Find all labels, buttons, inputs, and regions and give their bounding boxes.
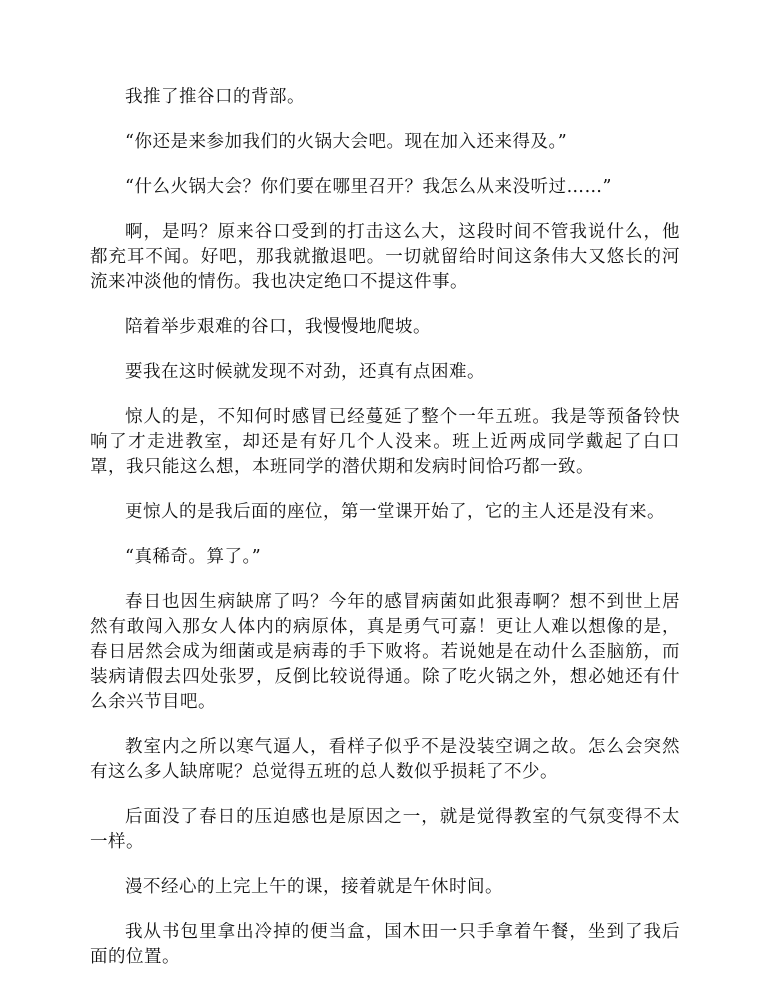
paragraph: “你还是来参加我们的火锅大会吧。现在加入还来得及。”: [125, 132, 568, 152]
paragraph: 我从书包里拿出冷掉的便当盒，国木田一只手拿着午餐，坐到了我后面的位置。: [90, 922, 680, 967]
paragraph: 教室内之所以寒气逼人，看样子似乎不是没装空调之故。怎么会突然有这么多人缺席呢？总觉得五班的总人数似乎损耗了不少。: [90, 737, 680, 782]
paragraph: 后面没了春日的压迫感也是原因之一，就是觉得教室的气氛变得不太一样。: [90, 807, 680, 852]
paragraph: 漫不经心的上完上午的课，接着就是午休时间。: [125, 877, 503, 897]
paragraph: 春日也因生病缺席了吗？今年的感冒病菌如此狠毒啊？想不到世上居然有敢闯入那女人体内的病原体，真是勇气可嘉！更让人难以想像的是，春日居然会成为细菌或是病毒的手下败将。若说她是在动什么歪脑筋，而装病请假去四处张罗，反倒比较说得通。除了吃火锅之外，想必她还有什么余兴节目吧。: [90, 592, 680, 712]
paragraph: 啊，是吗？原来谷口受到的打击这么大，这段时间不管我说什么，他都充耳不闻。好吧，那我就撤退吧。一切就留给时间这条伟大又悠长的河流来冲淡他的情伤。我也决定绝口不提这件事。: [90, 222, 680, 292]
paragraph: 我推了推谷口的背部。: [125, 87, 305, 107]
paragraph: 陪着举步艰难的谷口，我慢慢地爬坡。: [125, 317, 431, 337]
paragraph: 更惊人的是我后面的座位，第一堂课开始了，它的主人还是没有来。: [125, 502, 665, 522]
body-text: [90, 85, 680, 990]
paragraph: 惊人的是，不知何时感冒已经蔓延了整个一年五班。我是等预备铃快响了才走进教室，却还是有好几个人没来。班上近两成同学戴起了白口罩，我只能这么想，本班同学的潜伏期和发病时间恰巧都一致。: [90, 407, 680, 477]
paragraph: “真稀奇。算了。”: [125, 547, 262, 567]
paragraph: 要我在这时候就发现不对劲，还真有点困难。: [125, 362, 485, 382]
paragraph: “什么火锅大会？你们要在哪里召开？我怎么从来没听过……”: [125, 177, 612, 197]
